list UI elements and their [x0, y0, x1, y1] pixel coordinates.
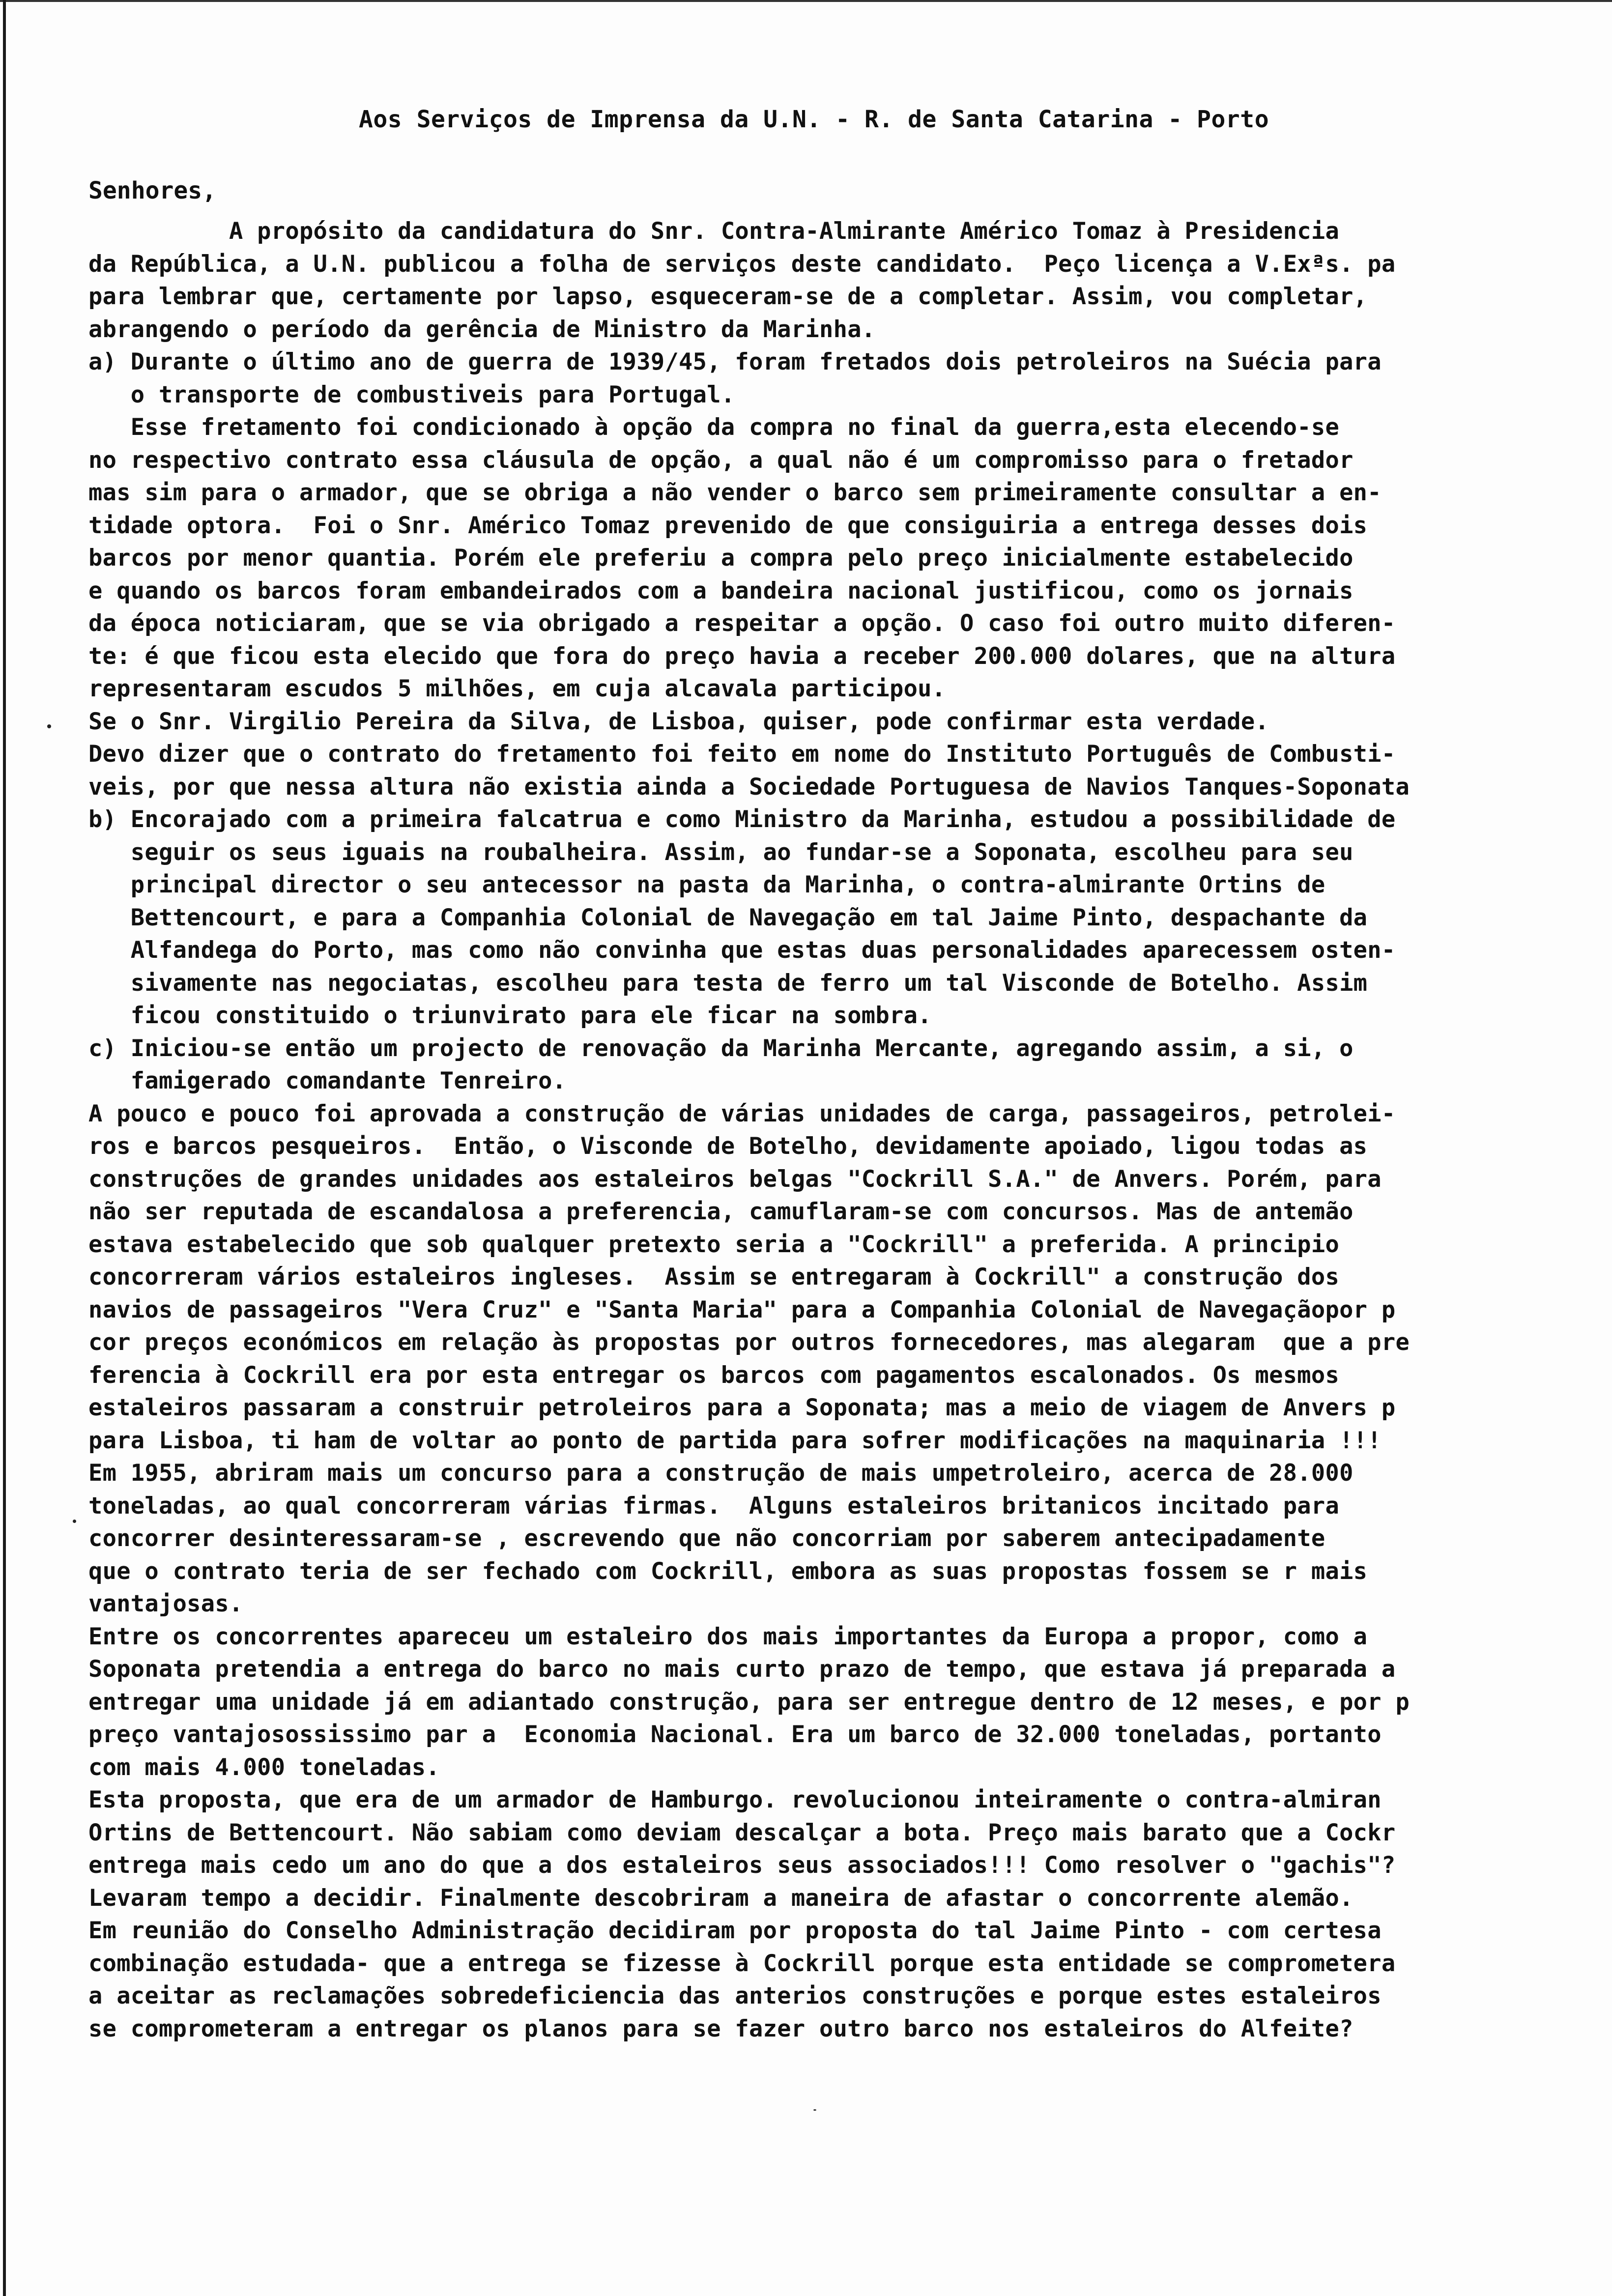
body-line: famigerado comandante Tenreiro.	[88, 1067, 567, 1094]
body-line: Esta proposta, que era de um armador de Hamburgo. revolucionou inteiramente o contra-almiran	[88, 1786, 1382, 1813]
body-line: Bettencourt, e para a Companhia Colonial de Navegação em tal Jaime Pinto, despachante da	[88, 904, 1368, 931]
body-line: cor preços económicos em relação às propostas por outros fornecedores, mas alegaram que a pre	[88, 1329, 1410, 1356]
ink-speck	[813, 2109, 816, 2111]
body-line: navios de passageiros "Vera Cruz" e "Santa Maria" para a Companhia Colonial de Navegaçãopor p	[88, 1296, 1396, 1323]
body-line: te: é que ficou esta elecido que fora do preço havia a receber 200.000 dolares, que na altura	[88, 642, 1396, 670]
body-line: da época noticiaram, que se via obrigado a respeitar a opção. O caso foi outro muito diferen-	[88, 610, 1396, 637]
body-line: concorreram vários estaleiros ingleses. Assim se entregaram à Cockrill" a construção dos	[88, 1263, 1340, 1291]
page-left-edge	[3, 0, 6, 2296]
body-line: ferencia à Cockrill era por esta entregar os barcos com pagamentos escalonados. Os mesmos	[88, 1361, 1340, 1389]
body-line: Devo dizer que o contrato do fretamento foi feito em nome do Instituto Português de Combusti-	[88, 741, 1396, 768]
body-line: concorrer desinteressaram-se , escrevendo que não concorriam por saberem antecipadamente	[88, 1525, 1325, 1552]
body-line: principal director o seu antecessor na pasta da Marinha, o contra-almirante Ortins de	[88, 871, 1325, 898]
body-line: seguir os seus iguais na roubalheira. Assim, ao fundar-se a Soponata, escolheu para seu	[88, 838, 1353, 866]
body-line: para lembrar que, certamente por lapso, esqueceram-se de a completar. Assim, vou completar,	[88, 283, 1368, 310]
body-line: para Lisboa, ti ham de voltar ao ponto de partida para sofrer modificações na maquinaria !!!	[88, 1427, 1382, 1454]
body-line: ficou constituido o triunvirato para ele ficar na sombra.	[88, 1002, 932, 1029]
body-line: com mais 4.000 toneladas.	[88, 1753, 440, 1781]
body-line: entregar uma unidade já em adiantado construção, para ser entregue dentro de 12 meses, e por p	[88, 1688, 1410, 1716]
letter-header: Aos Serviços de Imprensa da U.N. - R. de Santa Catarina - Porto	[359, 106, 1269, 133]
body-line: estava estabelecido que sob qualquer pretexto seria a "Cockrill" a preferida. A principio	[88, 1231, 1340, 1258]
body-line: Ortins de Bettencourt. Não sabiam como deviam descalçar a bota. Preço mais barato que a Cockr	[88, 1819, 1396, 1846]
body-line: A propósito da candidatura do Snr. Contra-Almirante Américo Tomaz à Presidencia	[88, 218, 1340, 245]
body-line: da República, a U.N. publicou a folha de serviços deste candidato. Peço licença a V.Exªs. pa	[88, 250, 1396, 278]
body-line: Em 1955, abriram mais um concurso para a construção de mais umpetroleiro, acerca de 28.000	[88, 1460, 1353, 1487]
body-line: se comprometeram a entregar os planos para se fazer outro barco nos estaleiros do Alfeite?	[88, 2015, 1353, 2042]
body-line: construções de grandes unidades aos estaleiros belgas "Cockrill S.A." de Anvers. Porém, para	[88, 1165, 1382, 1193]
body-line: c) Iniciou-se então um projecto de renovação da Marinha Mercante, agregando assim, a si, o	[88, 1034, 1353, 1062]
body-line: representaram escudos 5 milhões, em cuja alcavala participou.	[88, 675, 946, 702]
body-line: Em reunião do Conselho Administração decidiram por proposta do tal Jaime Pinto - com certesa	[88, 1917, 1382, 1944]
body-line: entrega mais cedo um ano do que a dos estaleiros seus associados!!! Como resolver o "gachis"?	[88, 1852, 1396, 1879]
letter-salutation: Senhores,	[88, 177, 217, 204]
body-line: Se o Snr. Virgilio Pereira da Silva, de Lisboa, quiser, pode confirmar esta verdade.	[88, 708, 1269, 735]
body-line: não ser reputada de escandalosa a preferencia, camuflaram-se com concursos. Mas de antemão	[88, 1198, 1353, 1225]
body-line: abrangendo o período da gerência de Ministro da Marinha.	[88, 316, 876, 343]
body-line: A pouco e pouco foi aprovada a construção de várias unidades de carga, passageiros, petrolei-	[88, 1100, 1396, 1127]
body-line: o transporte de combustiveis para Portugal.	[88, 381, 735, 408]
body-line: a aceitar as reclamações sobredeficiencia das anterios construções e porque estes estaleiros	[88, 1982, 1382, 2009]
body-line: no respectivo contrato essa cláusula de opção, a qual não é um compromisso para o fretador	[88, 446, 1353, 474]
body-line: toneladas, ao qual concorreram várias firmas. Alguns estaleiros britanicos incitado para	[88, 1492, 1340, 1520]
body-line: Levaram tempo a decidir. Finalmente descobriram a maneira de afastar o concorrente alemão.	[88, 1884, 1353, 1912]
body-line: barcos por menor quantia. Porém ele preferiu a compra pelo preço inicialmente estabelecido	[88, 545, 1353, 572]
ink-speck	[73, 1520, 76, 1523]
body-line: e quando os barcos foram embandeirados com a bandeira nacional justificou, como os jornais	[88, 577, 1353, 604]
letter-body	[88, 215, 1607, 2045]
body-line: mas sim para o armador, que se obriga a não vender o barco sem primeiramente consultar a en-	[88, 479, 1382, 506]
body-line: tidade optora. Foi o Snr. Américo Tomaz prevenido de que consiguiria a entrega desses dois	[88, 512, 1368, 539]
ink-speck	[47, 724, 51, 728]
body-line: preço vantajosossissimo par a Economia Nacional. Era um barco de 32.000 toneladas, portanto	[88, 1721, 1382, 1748]
page-top-edge	[0, 0, 1612, 2]
body-line: ros e barcos pesqueiros. Então, o Visconde de Botelho, devidamente apoiado, ligou todas as	[88, 1133, 1368, 1160]
body-line: combinação estudada- que a entrega se fizesse à Cockrill porque esta entidade se comprometera	[88, 1950, 1396, 1977]
body-line: Soponata pretendia a entrega do barco no mais curto prazo de tempo, que estava já preparada a	[88, 1656, 1396, 1683]
body-line: sivamente nas negociatas, escolheu para testa de ferro um tal Visconde de Botelho. Assim	[88, 969, 1368, 997]
body-line: b) Encorajado com a primeira falcatrua e como Ministro da Marinha, estudou a possibilidade de	[88, 806, 1396, 833]
body-line: Alfandega do Porto, mas como não convinha que estas duas personalidades aparecessem osten-	[88, 937, 1396, 964]
body-line: que o contrato teria de ser fechado com Cockrill, embora as suas propostas fossem se r mais	[88, 1557, 1368, 1585]
body-line: a) Durante o último ano de guerra de 1939/45, foram fretados dois petroleiros na Suécia para	[88, 348, 1382, 375]
body-line: estaleiros passaram a construir petroleiros para a Soponata; mas a meio de viagem de Anvers p	[88, 1394, 1396, 1421]
body-line: Entre os concorrentes apareceu um estaleiro dos mais importantes da Europa a propor, como a	[88, 1623, 1368, 1650]
body-line: vantajosas.	[88, 1590, 243, 1617]
body-line: Esse fretamento foi condicionado à opção da compra no final da guerra,esta elecendo-se	[88, 414, 1340, 441]
body-line: veis, por que nessa altura não existia ainda a Sociedade Portuguesa de Navios Tanques-Soponata	[88, 773, 1410, 801]
